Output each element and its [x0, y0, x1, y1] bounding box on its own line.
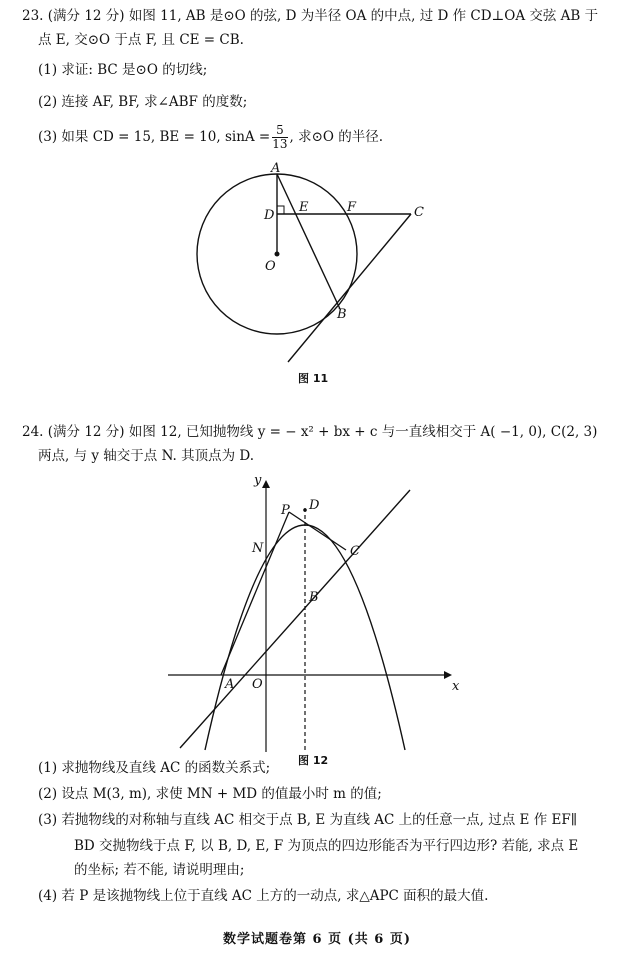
q23-part3	[38, 124, 383, 151]
q23-stem-line2: 点 E, 交⊙O 于点 F, 且 CE = CB.	[38, 32, 244, 48]
label-b: B	[309, 590, 319, 605]
q23-stem-line1: 23. (满分 12 分) 如图 11, AB 是⊙O 的弦, D 为半径 OA 的中点, 过 D 作 CD⊥OA 交弦 AB 于	[22, 8, 599, 24]
q24-part3-line3: 的坐标; 若不能, 请说明理由;	[74, 862, 245, 878]
label-a: A	[271, 162, 281, 176]
q24-part3-line2: BD 交抛物线于点 F, 以 B, D, E, F 为顶点的四边形能否为平行四边形? 若能, 求点 E	[74, 838, 579, 854]
q23-part1: (1) 求证: BC 是⊙O 的切线;	[38, 62, 208, 78]
q23-part2: (2) 连接 AF, BF, 求∠ABF 的度数;	[38, 94, 248, 110]
label-y: y	[254, 473, 262, 488]
q24-stem-line2: 两点, 与 y 轴交于点 N. 其顶点为 D.	[38, 448, 255, 464]
q23-part3-text-a: (3) 如果 CD = 15, BE = 10, sinA =	[38, 129, 271, 145]
label-d: D	[264, 208, 275, 223]
label-e: E	[299, 200, 309, 215]
q23-part3-text-b: , 求⊙O 的半径.	[289, 129, 384, 145]
page-footer: 数学试题卷第 6 页 (共 6 页)	[222, 932, 412, 947]
label-p: P	[281, 503, 290, 518]
label-b: B	[337, 307, 347, 322]
point-d	[303, 508, 307, 512]
figure-11-caption: 图 11	[298, 372, 329, 385]
q24-part4: (4) 若 P 是该抛物线上位于直线 AC 上方的一动点, 求△APC 面积的最大值.	[38, 888, 489, 904]
q24-part3-line1: (3) 若抛物线的对称轴与直线 AC 相交于点 B, E 为直线 AC 上的任意一点, 过点 E 作 EF∥	[38, 812, 577, 828]
segment-pc	[289, 512, 346, 550]
q23-sina-denominator: 13	[272, 137, 288, 151]
y-axis-arrow	[262, 480, 270, 488]
q23-sina-fraction	[272, 124, 287, 151]
label-n: N	[252, 541, 264, 556]
q24-part2: (2) 设点 M(3, m), 求使 MN + MD 的值最小时 m 的值;	[38, 786, 382, 802]
label-o: O	[252, 677, 263, 692]
label-d: D	[309, 498, 320, 513]
label-a: A	[225, 677, 235, 692]
label-c: C	[350, 544, 360, 559]
q23-sina-numerator: 5	[272, 124, 287, 138]
line-ac	[180, 490, 410, 748]
segment-pa	[221, 512, 289, 675]
label-f: F	[347, 200, 357, 215]
x-axis-arrow	[444, 671, 452, 679]
label-x: x	[452, 679, 460, 694]
figure-11-diagram	[190, 162, 440, 372]
figure-12-caption: 图 12	[298, 754, 329, 767]
q24-stem-line1: 24. (满分 12 分) 如图 12, 已知抛物线 y = − x² + bx + c 与一直线相交于 A( −1, 0), C(2, 3)	[22, 424, 598, 440]
right-angle-mark	[277, 206, 284, 214]
label-c: C	[414, 205, 424, 220]
center-dot-o	[275, 252, 280, 257]
figure-12-diagram	[160, 468, 470, 753]
q24-part1: (1) 求抛物线及直线 AC 的函数关系式;	[38, 760, 271, 776]
label-o: O	[265, 259, 276, 274]
